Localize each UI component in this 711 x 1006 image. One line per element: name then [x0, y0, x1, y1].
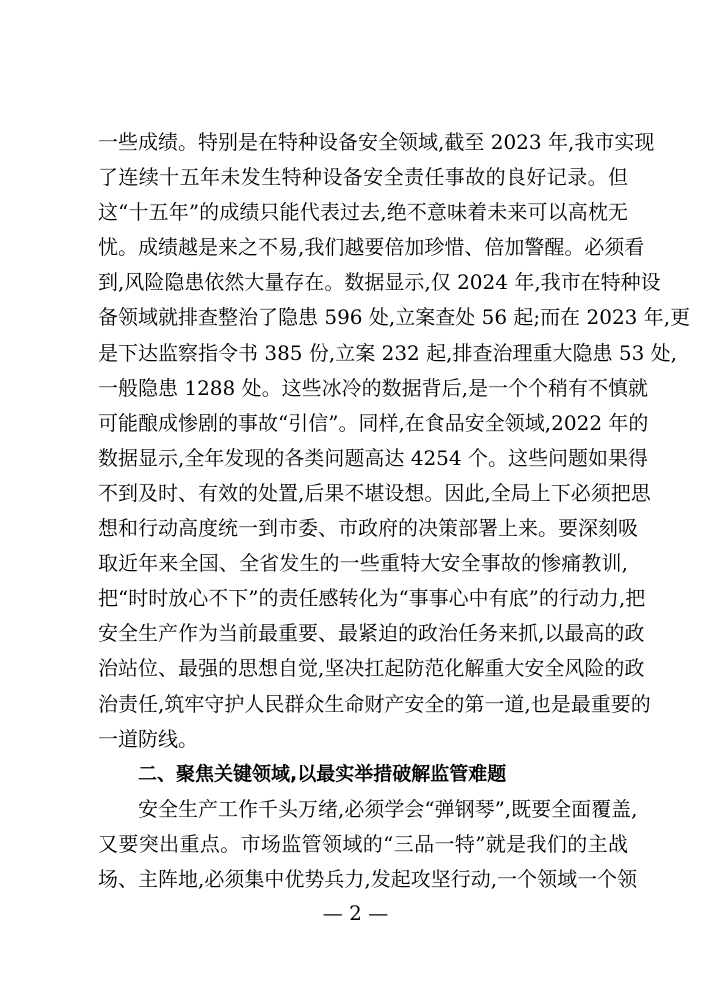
- text-line: 把“时时放心不下”的责任感转化为“事事心中有底”的行动力,把: [98, 586, 646, 611]
- text-line: 备领域就排查整治了隐患 596 处,立案查处 56 起;而在 2023 年,更: [98, 305, 691, 330]
- text-line: 是下达监察指令书 385 份,立案 232 起,排查治理重大隐患 53 处,: [98, 340, 678, 365]
- text-line: 不到及时、有效的处置,后果不堪设想。因此,全局上下必须把思: [98, 480, 651, 505]
- text-line: 安全生产工作千头万绪,必须学会“弹钢琴”,既要全面覆盖,: [138, 796, 638, 821]
- text-line: 安全生产作为当前最重要、最紧迫的政治任务来抓,以最高的政: [98, 621, 645, 646]
- text-line: 到,风险隐患依然大量存在。数据显示,仅 2024 年,我市在特种设: [98, 270, 661, 295]
- text-line: 治责任,筑牢守护人民群众生命财产安全的第一道,也是最重要的: [98, 691, 651, 716]
- text-line: 治站位、最强的思想自觉,坚决扛起防范化解重大安全风险的政: [98, 656, 645, 681]
- text-line: 一般隐患 1288 处。这些冰冷的数据背后,是一个个稍有不慎就: [98, 375, 648, 400]
- page-number: — 2 —: [322, 901, 389, 925]
- text-line: 了连续十五年未发生特种设备安全责任事故的良好记录。但: [98, 165, 628, 190]
- text-line: 想和行动高度统一到市委、市政府的决策部署上来。要深刻吸: [98, 516, 638, 541]
- text-line: 忧。成绩越是来之不易,我们越要倍加珍惜、倍加警醒。必须看: [98, 235, 645, 260]
- body-text: [98, 125, 691, 897]
- section-heading: 二、聚焦关键领域,以最实举措破解监管难题: [138, 762, 507, 785]
- text-line: 场、主阵地,必须集中优势兵力,发起攻坚行动,一个领域一个领: [98, 866, 638, 891]
- text-line: 可能酿成惨剧的事故“引信”。同样,在食品安全领域,2022 年的: [98, 410, 649, 435]
- text-line: 取近年来全国、全省发生的一些重特大安全事故的惨痛教训,: [98, 551, 628, 576]
- text-line: 一些成绩。特别是在特种设备安全领域,截至 2023 年,我市实现: [98, 130, 655, 154]
- text-line: 这“十五年”的成绩只能代表过去,绝不意味着未来可以高枕无: [98, 200, 628, 225]
- text-line: 又要突出重点。市场监管领域的“三品一特”就是我们的主战: [98, 831, 628, 856]
- text-line: 数据显示,全年发现的各类问题高达 4254 个。这些问题如果得: [98, 445, 648, 470]
- text-line: 一道防线。: [98, 726, 198, 751]
